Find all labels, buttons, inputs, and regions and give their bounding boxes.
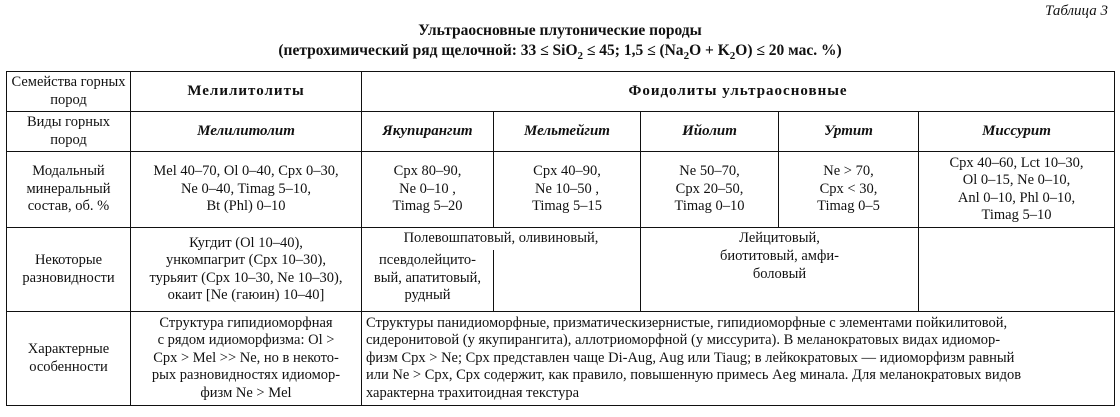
table-number-label: Таблица 3 bbox=[1045, 3, 1108, 19]
kind-missourite: Миссурит bbox=[919, 112, 1115, 152]
varieties-group2-sub: биотитовый, амфи- боловый bbox=[720, 248, 839, 282]
row-head-varieties: Некоторые разновидности bbox=[7, 228, 131, 312]
varieties-jacupirangite-melteigite bbox=[362, 228, 641, 312]
varieties-jacupirangite: псевдолейцито- вый, апатитовый, рудный bbox=[362, 250, 494, 311]
family-foidolites: Фоидолиты ультраосновные bbox=[362, 72, 1115, 112]
rock-classification-table bbox=[6, 71, 1115, 406]
varieties-group1-common: Полевошпатовый, оливиновый, bbox=[403, 230, 599, 246]
varieties-group2-common: Лейцитовый, bbox=[739, 230, 820, 246]
modal-missourite: Cpx 40–60, Lct 10–30, Ol 0–15, Ne 0–10, Anl 0–10, Phl 0–10, Timag 5–10 bbox=[919, 152, 1115, 228]
modal-ijolite: Ne 50–70, Cpx 20–50, Timag 0–10 bbox=[641, 152, 779, 228]
row-features bbox=[7, 312, 1115, 406]
varieties-melteigite bbox=[494, 250, 640, 311]
features-melilitolite: Структура гипидиоморфная с рядом идиоморфизма: Ol > Cpx > Mel >> Ne, но в некото- рых разновидностях идиомор- физм Ne > Mel bbox=[131, 312, 362, 406]
modal-melilitolite: Mel 40–70, Ol 0–40, Cpx 0–30, Ne 0–40, Timag 5–10, Bt (Phl) 0–10 bbox=[131, 152, 362, 228]
row-families bbox=[7, 72, 1115, 112]
modal-melteigite: Cpx 40–90, Ne 10–50 , Timag 5–15 bbox=[494, 152, 641, 228]
title-line-1: Ультраосновные плутонические породы bbox=[418, 22, 702, 39]
row-head-kinds: Виды горных пород bbox=[7, 112, 131, 152]
features-foidolites: Структуры панидиоморфные, призматическизернистые, гипидиоморфные с элементами пойкилитовой, сидеронитовой (у якупирангита), аллотриоморфной (у миссурита). В меланократовых видах идиомор- физм Cpx > Ne; Cpx представлен чаще Di-Aug, Aug или Tiaug; в лейкократовых — идиоморфизм равный или Ne > Cpx, Cpx содержит, как правило, повышенную примесь Aeg минала. Для меланократовых видов характерна трахитоидная текстура bbox=[362, 312, 1115, 406]
row-modal-composition bbox=[7, 152, 1115, 228]
kind-melteigite: Мельтейгит bbox=[494, 112, 641, 152]
kind-ijolite: Ийолит bbox=[641, 112, 779, 152]
kind-urtite: Уртит bbox=[779, 112, 919, 152]
row-kinds bbox=[7, 112, 1115, 152]
row-head-families: Семейства горных пород bbox=[7, 72, 131, 112]
kind-jacupirangite: Якупирангит bbox=[362, 112, 494, 152]
row-head-modal: Модальный минеральный состав, об. % bbox=[7, 152, 131, 228]
varieties-ijolite-urtite bbox=[641, 228, 919, 312]
family-melilitolites: Мелилитолиты bbox=[131, 72, 362, 112]
modal-urtite: Ne > 70, Cpx < 30, Timag 0–5 bbox=[779, 152, 919, 228]
kind-melilitolite: Мелилитолит bbox=[131, 112, 362, 152]
title-line-2: (петрохимический ряд щелочной: 33 ≤ SiO$_2$ ≤ 45; $1,5 \le (Na_2O + K_2O) \le 20$ мас. %) bbox=[278, 42, 842, 63]
modal-jacupirangite: Cpx 80–90, Ne 0–10 , Timag 5–20 bbox=[362, 152, 494, 228]
varieties-missourite bbox=[919, 228, 1115, 312]
row-head-features: Характерные особенности bbox=[7, 312, 131, 406]
row-varieties bbox=[7, 228, 1115, 312]
varieties-melilitolite: Кугдит (Ol 10–40), ункомпагрит (Cpx 10–30), турьяит (Cpx 10–30, Ne 10–30), окаит [Ne (гаюин) 10–40] bbox=[131, 228, 362, 312]
table-title bbox=[0, 21, 1120, 66]
